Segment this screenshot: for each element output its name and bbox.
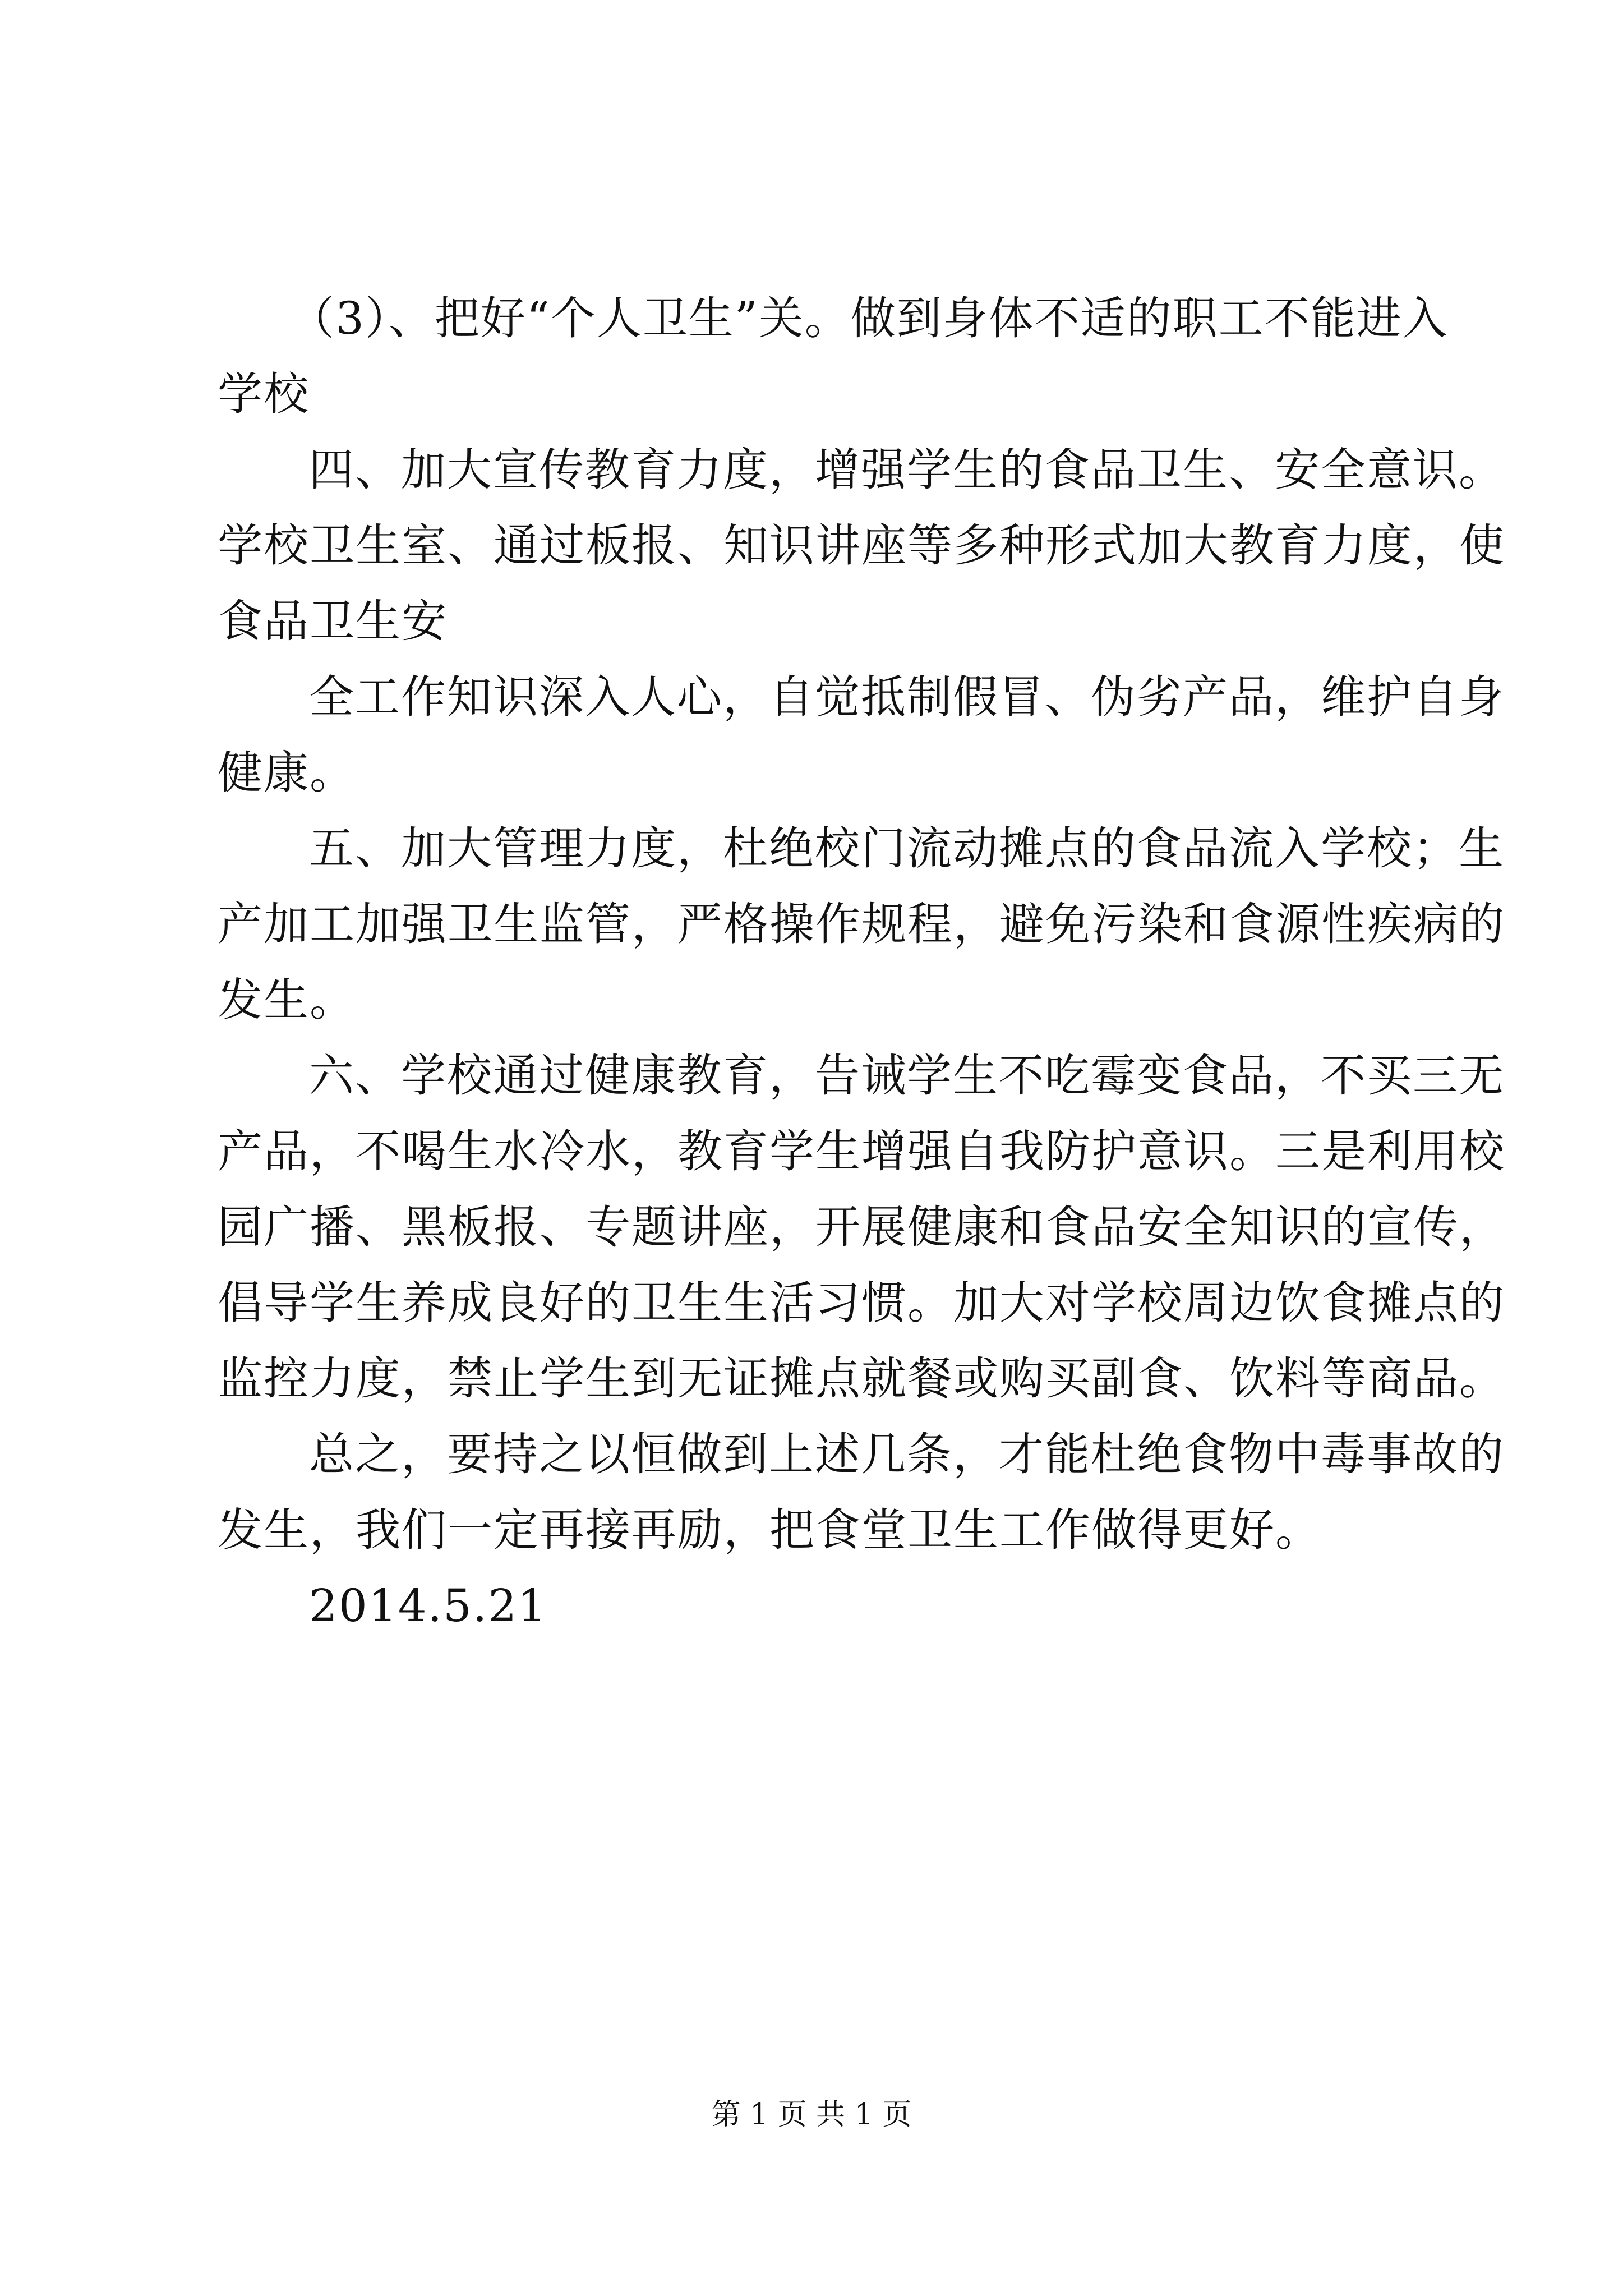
- paragraph-line: 发生，我们一定再接再励，把食堂卫生工作做得更好。: [218, 1504, 1321, 1556]
- paragraph-line: 发生。: [218, 974, 356, 1026]
- paragraph-line: 学校卫生室、通过板报、知识讲座等多种形式加大教育力度，使: [218, 519, 1505, 572]
- paragraph-line: 四、加大宣传教育力度，增强学生的食品卫生、安全意识。: [309, 444, 1505, 496]
- paragraph-line: 产加工加强卫生监管，严格操作规程，避免污染和食源性疾病的: [218, 898, 1505, 950]
- document-body: [218, 280, 1505, 1644]
- paragraph-line: 食品卫生安: [218, 595, 448, 647]
- paragraph-line: 倡导学生养成良好的卫生生活习惯。加大对学校周边饮食摊点的: [218, 1277, 1505, 1329]
- paragraph-line: （3）、把好“个人卫生”关。做到身体不适的职工不能进入: [289, 292, 1449, 344]
- paragraph-line: 学校: [218, 368, 310, 420]
- page-number-footer: 第 1 页 共 1 页: [711, 2098, 912, 2132]
- paragraph-line: 健康。: [218, 747, 356, 799]
- paragraph-line: 产品，不喝生水冷水，教育学生增强自我防护意识。三是利用校: [218, 1125, 1505, 1177]
- paragraph-line: 监控力度，禁止学生到无证摊点就餐或购买副食、饮料等商品。: [218, 1352, 1505, 1405]
- paragraph-line: 全工作知识深入人心，自觉抵制假冒、伪劣产品，维护自身: [309, 671, 1505, 723]
- paragraph-line: 园广播、黑板报、专题讲座，开展健康和食品安全知识的宣传，: [218, 1201, 1505, 1253]
- date-line: 2014.5.21: [309, 1580, 548, 1632]
- paragraph-line: 五、加大管理力度，杜绝校门流动摊点的食品流入学校；生: [309, 822, 1505, 875]
- paragraph-line: 六、学校通过健康教育，告诫学生不吃霉变食品，不买三无: [309, 1050, 1505, 1102]
- paragraph-line: 总之，要持之以恒做到上述几条，才能杜绝食物中毒事故的: [309, 1428, 1505, 1480]
